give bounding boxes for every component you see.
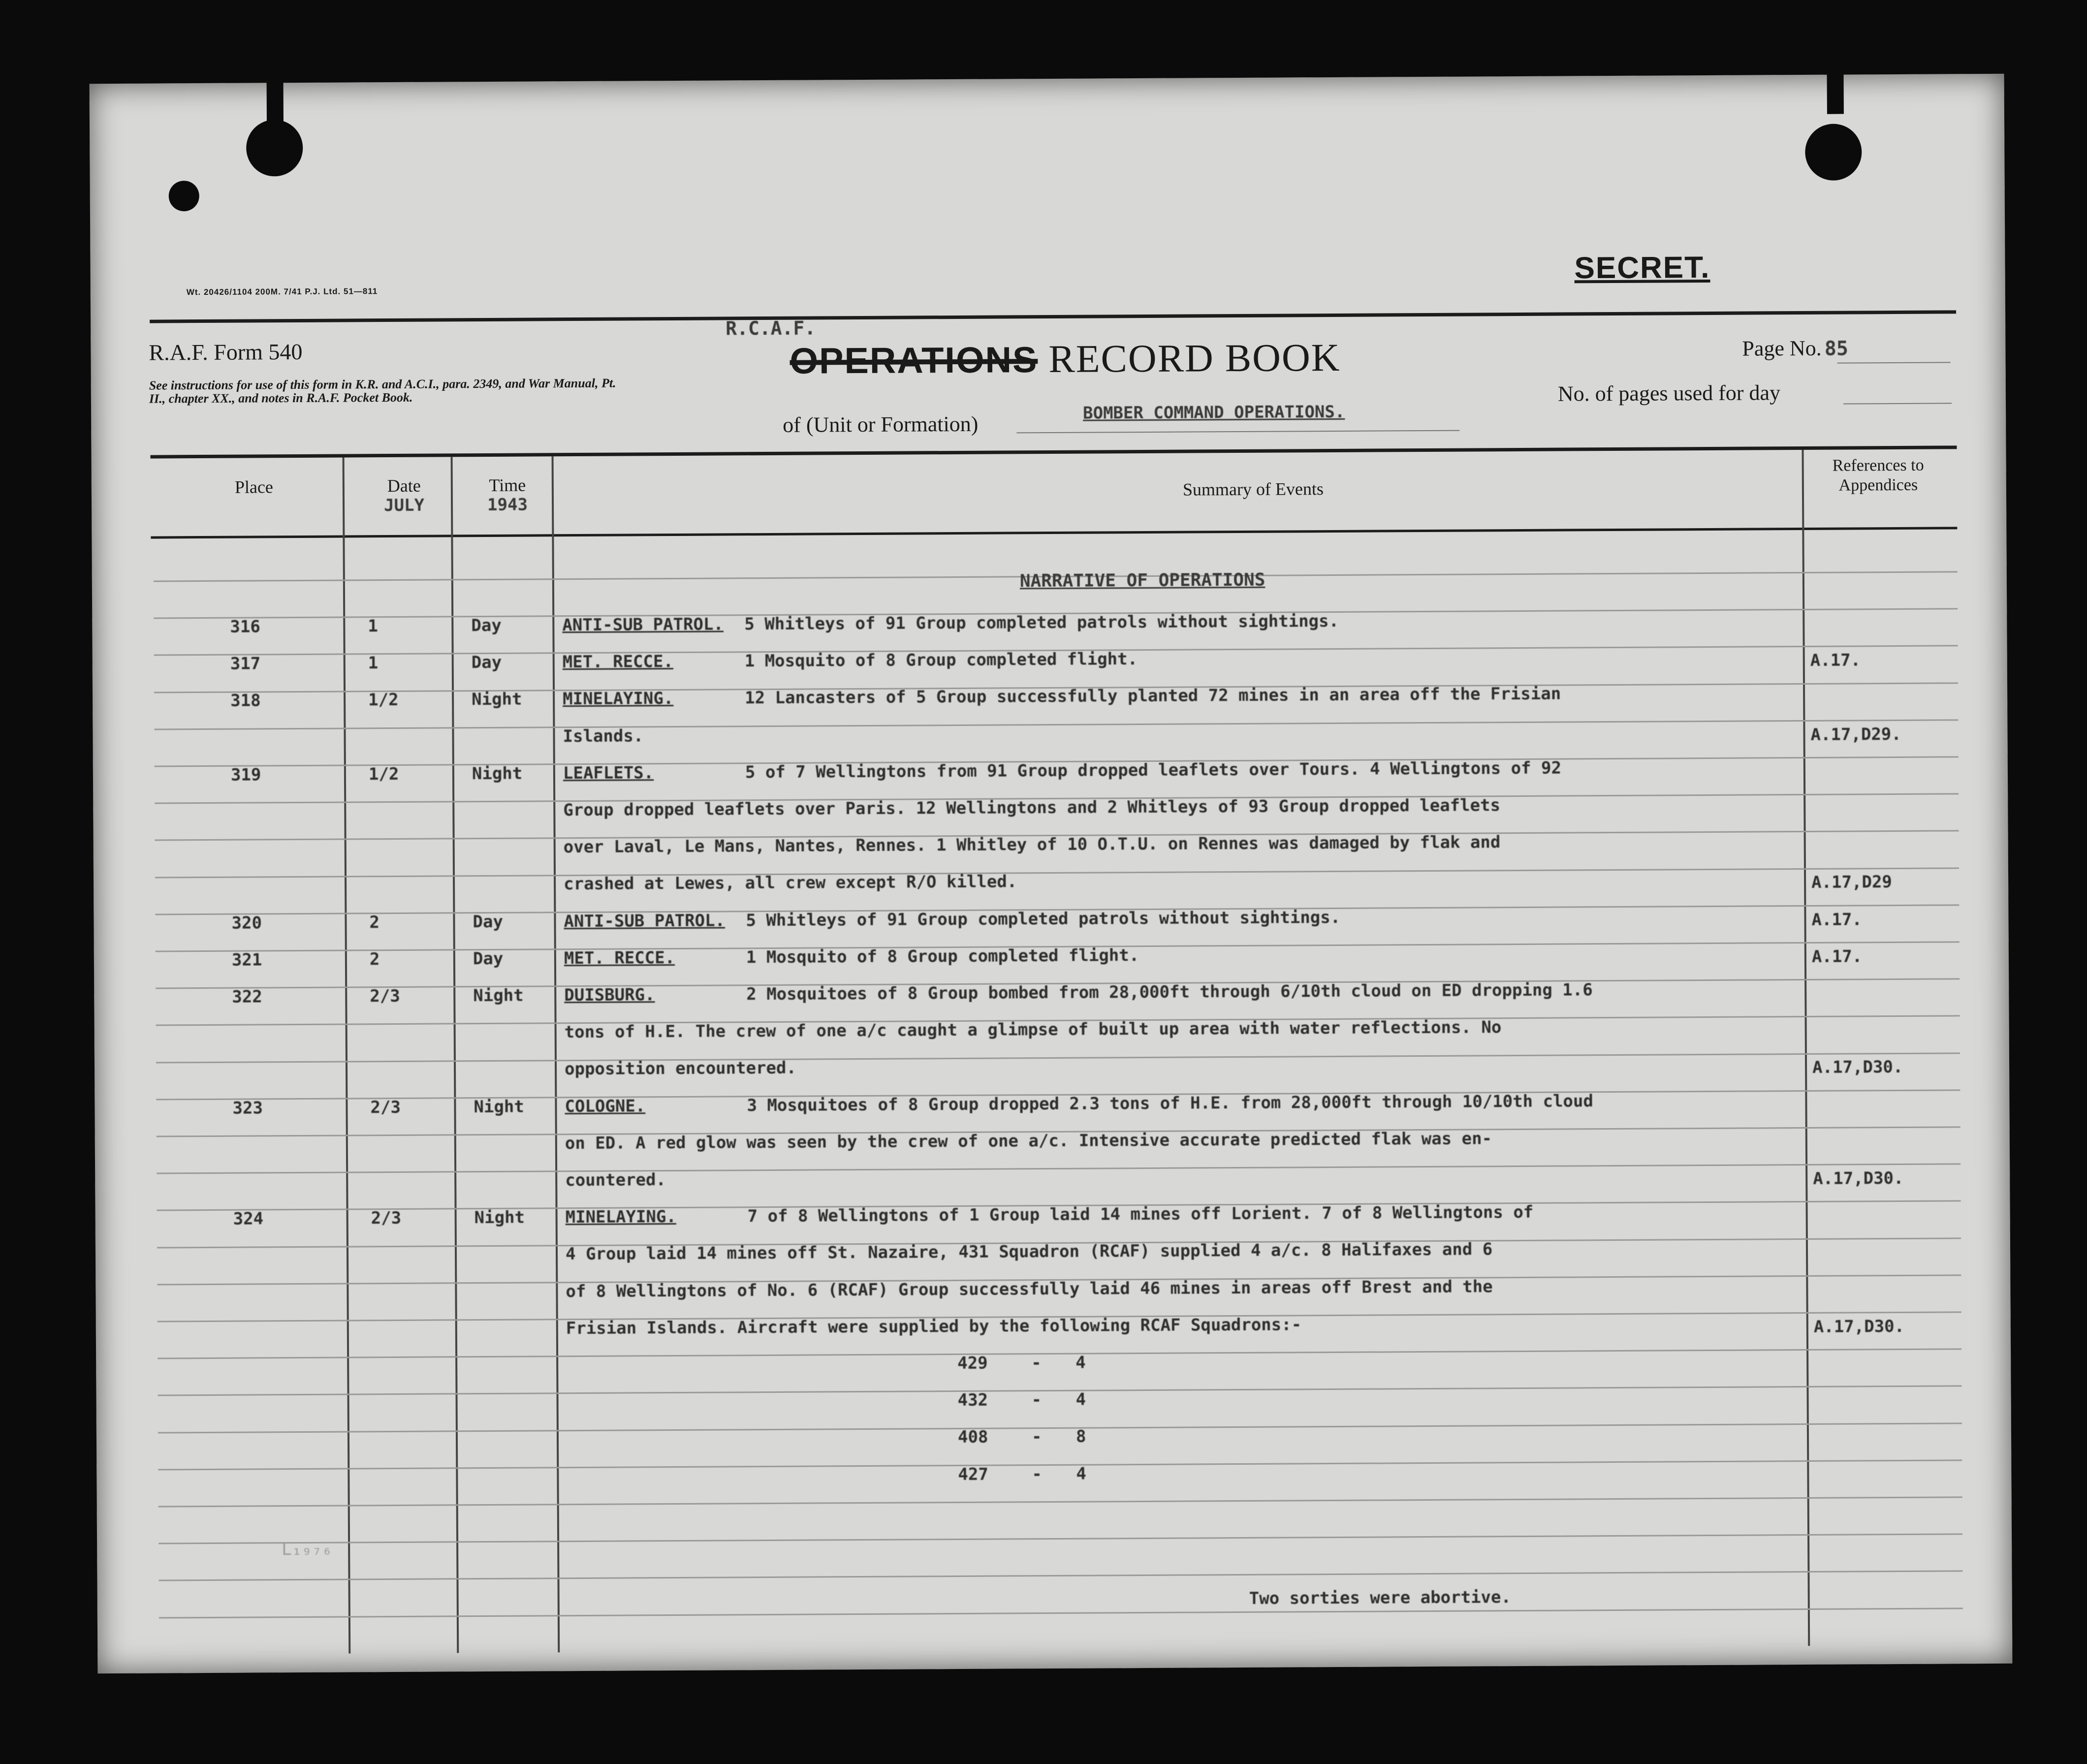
ruled-line bbox=[158, 1534, 1962, 1544]
entry-place: 323 bbox=[232, 1098, 263, 1118]
entry-title: DUISBURG. bbox=[564, 985, 655, 1006]
squadron-dash: - bbox=[1031, 1427, 1042, 1447]
col-header-summary: Summary of Events bbox=[1182, 479, 1324, 500]
entry-reference: A.17. bbox=[1810, 650, 1861, 671]
printer-mark: Wt. 20426/1104 200M. 7/41 P.J. Ltd. 51—811 bbox=[186, 286, 378, 297]
entry-date: 2 bbox=[369, 949, 380, 970]
entry-place: 319 bbox=[230, 765, 261, 785]
squadron-number: 427 bbox=[958, 1464, 988, 1484]
unit-dots bbox=[1016, 430, 1459, 434]
form-instructions: See instructions for use of this form in K.R. and A.C.I., para. 2349, and War Manual, Pt. II., chapter XX., and notes in R.A.F. Pocket Book. bbox=[149, 376, 616, 406]
page-number-dots bbox=[1837, 362, 1951, 363]
header-top-rule bbox=[151, 445, 1957, 458]
entry-title: MET. RECCE. bbox=[564, 947, 675, 968]
entry-text-line: 3 Mosquitoes of 8 Group dropped 2.3 tons of H.E. from 28,000ft through 10/10th cloud bbox=[747, 1091, 1594, 1115]
entry-place: 317 bbox=[230, 654, 261, 674]
col-divider-place bbox=[343, 458, 351, 1654]
entry-date: 2/3 bbox=[371, 1208, 402, 1228]
entry-title: MINELAYING. bbox=[565, 1207, 676, 1228]
entry-text-line: countered. bbox=[565, 1170, 666, 1191]
entry-title: COLOGNE. bbox=[565, 1096, 646, 1116]
ruled-line bbox=[158, 1459, 1962, 1470]
form-number: R.A.F. Form 540 bbox=[149, 339, 303, 365]
entry-text-line: 12 Lancasters of 5 Group successfully planted 72 mines in an area off the Frisian bbox=[745, 684, 1561, 708]
squadron-dash: - bbox=[1031, 1353, 1042, 1373]
entry-text-line: 5 Whitleys of 91 Group completed patrols without sightings. bbox=[746, 907, 1341, 930]
typed-overhead: R.C.A.F. bbox=[726, 317, 816, 340]
ruled-line bbox=[159, 1607, 1963, 1618]
entry-place: 324 bbox=[233, 1209, 264, 1229]
entry-reference: A.17,D29. bbox=[1810, 724, 1901, 745]
squadron-count: 4 bbox=[1075, 1353, 1086, 1373]
col-header-time-label: Time bbox=[489, 475, 526, 495]
entry-text-line: over Laval, Le Mans, Nantes, Rennes. 1 Whitley of 10 O.T.U. on Rennes was damaged by flak and bbox=[563, 832, 1501, 857]
entry-date: 1/2 bbox=[368, 690, 399, 710]
entry-text-line: crashed at Lewes, all crew except R/O killed. bbox=[563, 872, 1017, 894]
entry-text-line: Islands. bbox=[563, 725, 644, 746]
ruled-line bbox=[158, 1571, 1962, 1581]
entry-title: MET. RECCE. bbox=[562, 652, 674, 672]
unit-label: of (Unit or Formation) bbox=[783, 411, 979, 437]
page-value: 85 bbox=[1824, 337, 1849, 360]
entry-text-line: Group dropped leaflets over Paris. 12 Wellingtons and 2 Whitleys of 93 Group dropped leaflets bbox=[563, 795, 1501, 820]
entry-text-line: 4 Group laid 14 mines off St. Nazaire, 431 Squadron (RCAF) supplied 4 a/c. 8 Halifaxes and 6 bbox=[565, 1239, 1493, 1264]
struck-title-word: OPERATIONS bbox=[790, 339, 1038, 381]
col-header-time bbox=[458, 475, 557, 515]
entry-text-line: 5 of 7 Wellingtons from 91 Group dropped leaflets over Tours. 4 Wellingtons of 92 bbox=[745, 758, 1562, 783]
entry-time: Night bbox=[474, 1207, 525, 1228]
unit-value: BOMBER COMMAND OPERATIONS. bbox=[1082, 402, 1345, 423]
squadron-number: 408 bbox=[957, 1427, 988, 1448]
entry-text-line: 1 Mosquito of 8 Group completed flight. bbox=[746, 945, 1139, 968]
ruled-line bbox=[154, 719, 1958, 730]
ruled-line bbox=[158, 1496, 1962, 1507]
ruled-lines bbox=[90, 74, 2004, 84]
form-title bbox=[790, 336, 1340, 383]
ruled-line bbox=[158, 1422, 1962, 1433]
entry-time: Night bbox=[474, 1097, 524, 1117]
squadron-note: Two sorties were abortive. bbox=[1249, 1587, 1512, 1608]
squadron-number: 429 bbox=[957, 1353, 988, 1374]
entry-place: 321 bbox=[231, 950, 262, 970]
squadron-count: 4 bbox=[1076, 1464, 1086, 1484]
pages-used-label: No. of pages used for day bbox=[1557, 380, 1781, 406]
squadron-number: 432 bbox=[957, 1390, 988, 1411]
entry-time: Day bbox=[473, 912, 504, 932]
entry-text-line: 5 Whitleys of 91 Group completed patrols without sightings. bbox=[744, 611, 1339, 634]
col-header-references: References to Appendices bbox=[1832, 456, 1924, 495]
entry-text-line: on ED. A red glow was seen by the crew of one a/c. Intensive accurate predicted flak was en- bbox=[565, 1129, 1492, 1153]
entry-title: ANTI-SUB PATROL. bbox=[564, 911, 726, 931]
entry-date: 2/3 bbox=[370, 1097, 401, 1117]
entry-time: Day bbox=[471, 615, 502, 636]
entry-time: Night bbox=[472, 763, 523, 784]
entry-date: 1 bbox=[368, 653, 379, 673]
squadron-dash: - bbox=[1031, 1390, 1042, 1410]
squadron-count: 4 bbox=[1075, 1389, 1086, 1410]
ruled-line bbox=[157, 1164, 1961, 1174]
entry-place: 322 bbox=[232, 987, 262, 1007]
col-divider-time bbox=[552, 456, 560, 1652]
entry-reference: A.17,D29 bbox=[1811, 872, 1892, 893]
entry-date: 2 bbox=[369, 912, 380, 932]
entry-text-line: opposition encountered. bbox=[564, 1058, 796, 1079]
entry-text-line: 2 Mosquitoes of 8 Group bombed from 28,000ft through 6/10th cloud on ED dropping 1.6 bbox=[746, 980, 1593, 1005]
col-header-date-label: Date bbox=[387, 475, 421, 496]
entry-date: 1 bbox=[368, 616, 378, 636]
entry-text-line: 7 of 8 Wellingtons of 1 Group laid 14 mines off Lorient. 7 of 8 Wellingtons of bbox=[747, 1202, 1534, 1227]
entry-time: Day bbox=[471, 653, 502, 673]
ghost-place: L₁₉₇₆ bbox=[282, 1539, 332, 1560]
header-bottom-rule bbox=[151, 527, 1957, 538]
narrative-heading: NARRATIVE OF OPERATIONS bbox=[1019, 569, 1265, 592]
entry-reference: A.17,D30. bbox=[1813, 1168, 1904, 1189]
entry-text-line: Frisian Islands. Aircraft were supplied by the following RCAF Squadrons:- bbox=[566, 1315, 1302, 1338]
pages-used-dots bbox=[1843, 403, 1952, 404]
entry-title: LEAFLETS. bbox=[563, 763, 654, 783]
ruled-line bbox=[156, 1052, 1960, 1063]
page-number-label bbox=[1742, 336, 1848, 361]
entry-title: ANTI-SUB PATROL. bbox=[562, 614, 724, 635]
entry-text-line: of 8 Wellingtons of No. 6 (RCAF) Group successfully laid 46 mines in areas off Brest and the bbox=[566, 1276, 1493, 1301]
top-rule bbox=[150, 310, 1956, 323]
punch-hole-small bbox=[169, 181, 199, 211]
entry-text-line: 1 Mosquito of 8 Group completed flight. bbox=[744, 649, 1138, 671]
classification-stamp: SECRET. bbox=[1574, 250, 1710, 285]
entry-reference: A.17. bbox=[1811, 909, 1862, 930]
title-main: RECORD BOOK bbox=[1048, 336, 1341, 381]
entry-place: 320 bbox=[231, 913, 262, 933]
squadron-count: 8 bbox=[1075, 1427, 1086, 1447]
entry-title: MINELAYING. bbox=[563, 689, 674, 709]
entry-reference: A.17,D30. bbox=[1813, 1316, 1905, 1337]
entry-reference: A.17. bbox=[1811, 946, 1863, 967]
page-label: Page No. bbox=[1742, 336, 1822, 361]
entry-place: 316 bbox=[230, 617, 260, 637]
entry-time: Night bbox=[472, 690, 522, 710]
col-header-date bbox=[352, 475, 456, 515]
entry-reference: A.17,D30. bbox=[1812, 1057, 1903, 1078]
entry-place: 318 bbox=[230, 691, 261, 711]
entry-date: 2/3 bbox=[370, 986, 400, 1007]
ruled-line bbox=[155, 867, 1959, 878]
form-sheet bbox=[90, 74, 2013, 1673]
entry-time: Day bbox=[473, 948, 504, 969]
binder-hole-right bbox=[1805, 124, 1862, 181]
col-header-place: Place bbox=[234, 477, 273, 497]
binder-notch-right bbox=[1827, 55, 1844, 114]
col-divider-references bbox=[1802, 450, 1810, 1646]
ruled-line bbox=[158, 1349, 1961, 1359]
binder-hole-left bbox=[246, 120, 303, 177]
squadron-dash: - bbox=[1032, 1464, 1042, 1484]
entry-date: 1/2 bbox=[368, 764, 399, 785]
entry-text-line: tons of H.E. The crew of one a/c caught a glimpse of built up area with water reflections. No bbox=[564, 1017, 1502, 1042]
col-header-time-year: 1943 bbox=[487, 495, 528, 515]
entry-time: Night bbox=[473, 985, 524, 1006]
col-header-date-month: JULY bbox=[384, 495, 425, 516]
ruled-line bbox=[158, 1386, 1962, 1396]
col-divider-date bbox=[451, 457, 459, 1653]
binder-notch-left bbox=[266, 63, 284, 122]
